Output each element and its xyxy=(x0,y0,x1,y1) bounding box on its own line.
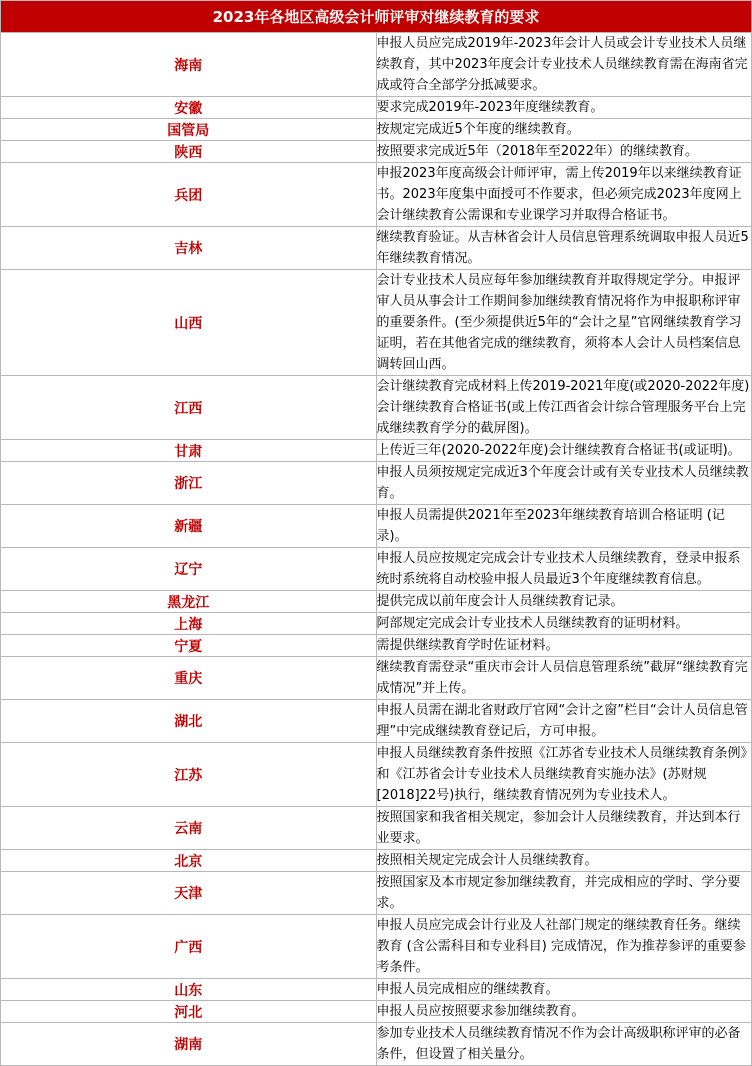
region-cell: 山东 xyxy=(1,979,377,1001)
requirement-cell: 需提供继续教育学时佐证材料。 xyxy=(376,635,752,657)
requirement-cell: 会计专业技术人员应每年参加继续教育并取得规定学分。申报评审人员从事会计工作期间参加继续教育情况将作为申报职称评审的重要条件。(至少须提供近5年的“会计之星”官网继续教育学习证明，若在其他省完成的继续教育，须将本人会计人员档案信息调转回山西。 xyxy=(376,270,752,376)
table-row xyxy=(1,850,752,872)
region-cell: 辽宁 xyxy=(1,548,377,591)
table-row xyxy=(1,119,752,141)
requirement-cell: 阿部规定完成会计专业技术人员继续教育的证明材料。 xyxy=(376,613,752,635)
requirement-cell: 按照要求完成近5年（2018年至2022年）的继续教育。 xyxy=(376,141,752,163)
table-row xyxy=(1,1001,752,1023)
table-row xyxy=(1,462,752,505)
region-cell: 天津 xyxy=(1,872,377,915)
table-row xyxy=(1,227,752,270)
table-row xyxy=(1,270,752,376)
requirement-cell: 上传近三年(2020-2022年度)会计继续教育合格证书(或证明)。 xyxy=(376,440,752,462)
table-row xyxy=(1,872,752,915)
requirement-cell: 按照国家及本市规定参加继续教育，并完成相应的学时、学分要求。 xyxy=(376,872,752,915)
table-row xyxy=(1,979,752,1001)
requirement-cell: 按照国家和我省相关规定，参加会计人员继续教育，并达到本行业要求。 xyxy=(376,807,752,850)
region-cell: 江苏 xyxy=(1,743,377,807)
requirement-cell: 按照相关规定完成会计人员继续教育。 xyxy=(376,850,752,872)
requirement-cell: 申报人员应按照要求参加继续教育。 xyxy=(376,1001,752,1023)
requirement-cell: 申报人员完成相应的继续教育。 xyxy=(376,979,752,1001)
region-cell: 海南 xyxy=(1,33,377,97)
table-row xyxy=(1,548,752,591)
region-cell: 新疆 xyxy=(1,505,377,548)
table-row xyxy=(1,1023,752,1066)
table-row xyxy=(1,33,752,97)
region-cell: 云南 xyxy=(1,807,377,850)
table-row xyxy=(1,613,752,635)
requirement-cell: 申报人员须按规定完成近3个年度会计或有关专业技术人员继续教育。 xyxy=(376,462,752,505)
region-cell: 兵团 xyxy=(1,163,377,227)
region-cell: 陕西 xyxy=(1,141,377,163)
table-row xyxy=(1,141,752,163)
region-cell: 重庆 xyxy=(1,657,377,700)
title-row xyxy=(1,1,752,33)
requirement-cell: 继续教育需登录“重庆市会计人员信息管理系统”截屏“继续教育完成情况”并上传。 xyxy=(376,657,752,700)
table-row xyxy=(1,376,752,440)
region-cell: 吉林 xyxy=(1,227,377,270)
requirement-cell: 要求完成2019年-2023年度继续教育。 xyxy=(376,97,752,119)
requirement-cell: 申报人员应完成会计行业及人社部门规定的继续教育任务。继续教育 (含公需科目和专业科目) 完成情况，作为推荐参评的重要参考条件。 xyxy=(376,915,752,979)
table-title: 2023年各地区高级会计师评审对继续教育的要求 xyxy=(1,1,752,33)
region-cell: 广西 xyxy=(1,915,377,979)
region-cell: 湖北 xyxy=(1,700,377,743)
requirement-cell: 按规定完成近5个年度的继续教育。 xyxy=(376,119,752,141)
region-cell: 安徽 xyxy=(1,97,377,119)
requirement-cell: 参加专业技术人员继续教育情况不作为会计高级职称评审的必备条件，但设置了相关量分。 xyxy=(376,1023,752,1066)
region-cell: 山西 xyxy=(1,270,377,376)
region-cell: 江西 xyxy=(1,376,377,440)
table-row xyxy=(1,591,752,613)
region-cell: 河北 xyxy=(1,1001,377,1023)
table-body xyxy=(1,33,752,1066)
region-cell: 国管局 xyxy=(1,119,377,141)
table-row xyxy=(1,163,752,227)
table-row xyxy=(1,915,752,979)
table-row xyxy=(1,97,752,119)
table-row xyxy=(1,657,752,700)
table-row xyxy=(1,807,752,850)
requirement-cell: 提供完成以前年度会计人员继续教育记录。 xyxy=(376,591,752,613)
table-row xyxy=(1,743,752,807)
region-cell: 黑龙江 xyxy=(1,591,377,613)
requirement-cell: 申报人员应按规定完成会计专业技术人员继续教育，登录申报系统时系统将自动校验申报人员最近3个年度继续教育信息。 xyxy=(376,548,752,591)
region-cell: 上海 xyxy=(1,613,377,635)
region-cell: 浙江 xyxy=(1,462,377,505)
requirement-cell: 申报人员应完成2019年-2023年会计人员或会计专业技术人员继续教育，其中2023年度会计专业技术人员继续教育需在海南省完成或符合全部学分抵减要求。 xyxy=(376,33,752,97)
requirement-cell: 申报2023年度高级会计师评审，需上传2019年以来继续教育证书。2023年度集中面授可不作要求，但必须完成2023年度网上会计继续教育公需课和专业课学习并取得合格证书。 xyxy=(376,163,752,227)
requirement-cell: 申报人员需提供2021年至2023年继续教育培训合格证明 (记录)。 xyxy=(376,505,752,548)
table-row xyxy=(1,700,752,743)
table-row xyxy=(1,505,752,548)
region-cell: 北京 xyxy=(1,850,377,872)
region-cell: 宁夏 xyxy=(1,635,377,657)
table-row xyxy=(1,440,752,462)
requirement-cell: 继续教育验证。从吉林省会计人员信息管理系统调取申报人员近5年继续教育情况。 xyxy=(376,227,752,270)
region-cell: 湖南 xyxy=(1,1023,377,1066)
region-cell: 甘肃 xyxy=(1,440,377,462)
requirement-cell: 会计继续教育完成材料上传2019-2021年度(或2020-2022年度)会计继续教育合格证书(或上传江西省会计综合管理服务平台上完成继续教育学分的截屏图)。 xyxy=(376,376,752,440)
requirement-cell: 申报人员继续教育条件按照《江苏省专业技术人员继续教育条例》和《江苏省会计专业技术人员继续教育实施办法》(苏财规[2018]22号)执行，继续教育情况列为专业技术人。 xyxy=(376,743,752,807)
requirement-cell: 申报人员需在湖北省财政厅官网“会计之窗”栏目“会计人员信息管理”中完成继续教育登记后，方可申报。 xyxy=(376,700,752,743)
table-row xyxy=(1,635,752,657)
